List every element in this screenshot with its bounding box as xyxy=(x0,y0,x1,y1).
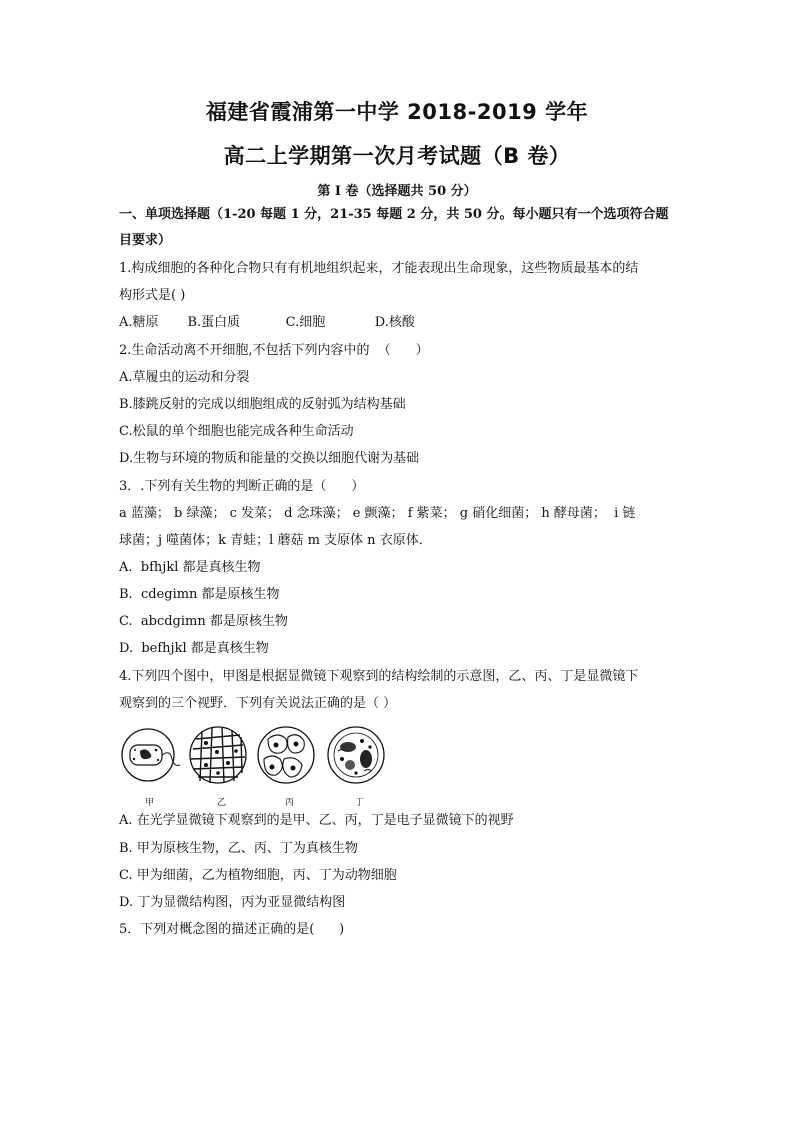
figure-label-ding: 丁 xyxy=(355,798,365,808)
q4-option-d: D. 丁为显微结构图，丙为亚显微结构图 xyxy=(119,895,346,910)
q2-stem: 2.生命活动离不开细胞,不包括下列内容中的 （ ） xyxy=(119,343,429,358)
q3-list-line1: a 蓝藻； b 绿藻； c 发菜； d 念珠藻； e 颤藻； f 紫菜； g 硝化细菌； h 酵母菌； i 链 xyxy=(119,506,636,521)
q3-option-c: C. abcdgimn 都是原核生物 xyxy=(119,614,288,629)
instructions-line1: 一、单项选择题（1-20 每题 1 分，21-35 每题 2 分，共 50 分。每小题只有一个选项符合题 xyxy=(119,207,669,222)
figure-labels xyxy=(118,795,388,809)
instructions-line2: 目要求） xyxy=(119,233,172,248)
q1-stem-line1: 1.构成细胞的各种化合物只有有机地组织起来，才能表现出生命现象，这些物质最基本的结 xyxy=(119,261,639,276)
q3-list-line2: 球菌；j 噬菌体；k 青蛙；l 蘑菇 m 支原体 n 衣原体． xyxy=(119,533,432,548)
q1-options: A.糖原 B.蛋白质 C.细胞 D.核酸 xyxy=(119,315,415,330)
q3-option-d: D. befhjkl 都是真核生物 xyxy=(119,641,269,656)
figure-jia-drawing xyxy=(122,729,180,781)
q2-option-d: D.生物与环境的物质和能量的交换以细胞代谢为基础 xyxy=(119,451,420,466)
exam-title-line1: 福建省霞浦第一中学 2018-2019 学年 xyxy=(205,100,589,124)
figure-bing-drawing xyxy=(258,727,314,783)
q4-stem-line2: 观察到的三个视野．下列有关说法正确的是（ ） xyxy=(119,696,397,711)
figure-label-bing: 丙 xyxy=(285,798,295,808)
q2-option-c: C.松鼠的单个细胞也能完成各种生命活动 xyxy=(119,424,354,439)
q4-stem-line1: 4.下列四个图中，甲图是根据显微镜下观察到的结构绘制的示意图，乙、丙、丁是显微镜下 xyxy=(119,669,639,684)
q4-option-a: A. 在光学显微镜下观察到的是甲、乙、丙，丁是电子显微镜下的视野 xyxy=(119,813,514,828)
section-title: 第 I 卷（选择题共 50 分） xyxy=(317,184,477,199)
q5-stem: 5．下列对概念图的描述正确的是( ) xyxy=(119,922,345,937)
figure-label-jia: 甲 xyxy=(145,798,155,808)
q4-option-c: C. 甲为细菌，乙为植物细胞，丙、丁为动物细胞 xyxy=(119,868,397,883)
figure-yi-drawing xyxy=(190,727,246,783)
figure-ding-drawing xyxy=(328,727,384,783)
exam-title-line2: 高二上学期第一次月考试题（B 卷） xyxy=(223,144,571,168)
figure-label-yi: 乙 xyxy=(217,798,227,808)
q4-option-b: B. 甲为原核生物，乙、丙、丁为真核生物 xyxy=(119,841,358,856)
q2-option-a: A.草履虫的运动和分裂 xyxy=(119,370,250,385)
q3-option-a: A. bfhjkl 都是真核生物 xyxy=(119,560,261,575)
q3-stem: 3．.下列有关生物的判断正确的是（ ） xyxy=(119,479,365,494)
q2-option-b: B.膝跳反射的完成以细胞组成的反射弧为结构基础 xyxy=(119,397,406,412)
q1-stem-line2: 构形式是( ) xyxy=(119,288,186,303)
q3-option-b: B. cdegimn 都是原核生物 xyxy=(119,587,280,602)
